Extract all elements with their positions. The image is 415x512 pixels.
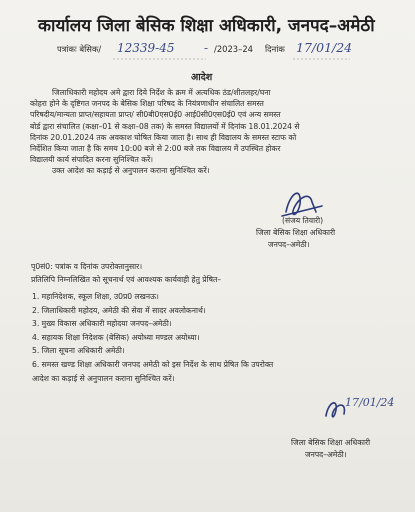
- recipient-item: 2. जिलाधिकारी महोदय, अमेठी की सेवा में सादर अवलोकनार्थ।: [32, 305, 206, 315]
- body-line: दिनांक 20.01.2024 तक अवकाश घोषित किया जाता है। साथ ही विद्यालय के समस्त स्टाफ को: [30, 132, 297, 142]
- body-line: जिलाधिकारी महोदय अमे द्वारा दिये निर्देश के क्रम में अत्यधिक ठंड/शीतलहर/घना: [52, 88, 271, 97]
- order-heading: आदेश: [191, 72, 213, 83]
- signature-1-place: जनपद–अमेठी।: [268, 240, 310, 249]
- body-line: विद्यालयी कार्य संपादित करना सुनिश्चित करें।: [30, 155, 154, 165]
- reference-dash: -: [204, 41, 209, 55]
- date-label: दिनांक: [265, 44, 285, 54]
- endorsement-ref: पृ0सं0: पत्रांक व दिनांक उपरोक्तानुसार।: [31, 262, 143, 271]
- endorsement-copy-line: प्रतिलिपि निम्नलिखित को सूचनार्थ एवं आवश्यक कार्यवाही हेतु प्रेषित–: [31, 275, 222, 284]
- recipient-list: [32, 290, 273, 385]
- recipient-item: आदेश का कड़ाई से अनुपालन कराना सुनिश्चित करें।: [32, 373, 175, 383]
- signature-2-designation: जिला बेसिक शिक्षा अधिकारी: [291, 438, 371, 447]
- reference-suffix: /2023–24: [214, 44, 253, 54]
- body-line: निर्देशित किया जाता है कि समय 10:00 बजे से 2:00 बजे तक विद्यालय में उपस्थित होकर: [30, 144, 281, 154]
- office-title: कार्यालय जिला बेसिक शिक्षा अधिकारी, जनपद–अमेठी: [38, 16, 375, 36]
- recipient-item: 6. समस्त खण्ड शिक्षा अधिकारी जनपद अमेठी को इस निर्देश के साथ प्रेषित कि उपरोक्त: [32, 359, 274, 369]
- body-line: बोर्ड द्वारा संचालित (कक्षा–01 से कक्षा–08 तक) के समस्त विद्यालयों में दिनांक 18.01.2024 से: [30, 121, 300, 131]
- signature-1-designation: जिला बेसिक शिक्षा अधिकारी: [256, 228, 336, 237]
- recipient-item: 3. मुख्य विकास अधिकारी महोदया जनपद–अमेठी।: [32, 319, 172, 329]
- body-line: कोहरा होने के दृष्टिगत जनपद के बेसिक शिक्षा परिषद के नियंत्रणाधीन संचालित समस्त: [30, 99, 264, 109]
- body-line: उक्त आदेश का कड़ाई से अनुपालन कराना सुनिश्चित करें।: [52, 166, 210, 176]
- recipient-item: 4. सहायक शिक्षा निदेशक (बेसिक) अयोध्या मण्डल अयोध्या।: [32, 332, 200, 342]
- reference-number: 12339-45: [117, 41, 175, 55]
- body-line: परिषदीय/मान्यता प्राप्त/सहायता प्राप्त/ सी0बी0एस0ई0 आई0सी0एस0ई0 एवं अन्य समस्त: [30, 110, 281, 120]
- order-body: [30, 87, 300, 177]
- header-underlines: [0, 0, 415, 70]
- reference-prefix: पत्रांकः बेसिक/: [57, 44, 102, 54]
- recipient-item: 1. महानिदेशक, स्कूल शिक्षा, उ0प्र0 लखनऊ।: [32, 292, 159, 301]
- recipient-item: 5. जिला सूचना अधिकारी अमेठी।: [32, 346, 125, 356]
- signature-2-place: जनपद–अमेठी।: [305, 450, 347, 459]
- signature-2-date: 17/01/24: [345, 396, 395, 409]
- date-value: 17/01/24: [296, 40, 353, 55]
- signature-1-name: (संजय तिवारी): [282, 216, 324, 225]
